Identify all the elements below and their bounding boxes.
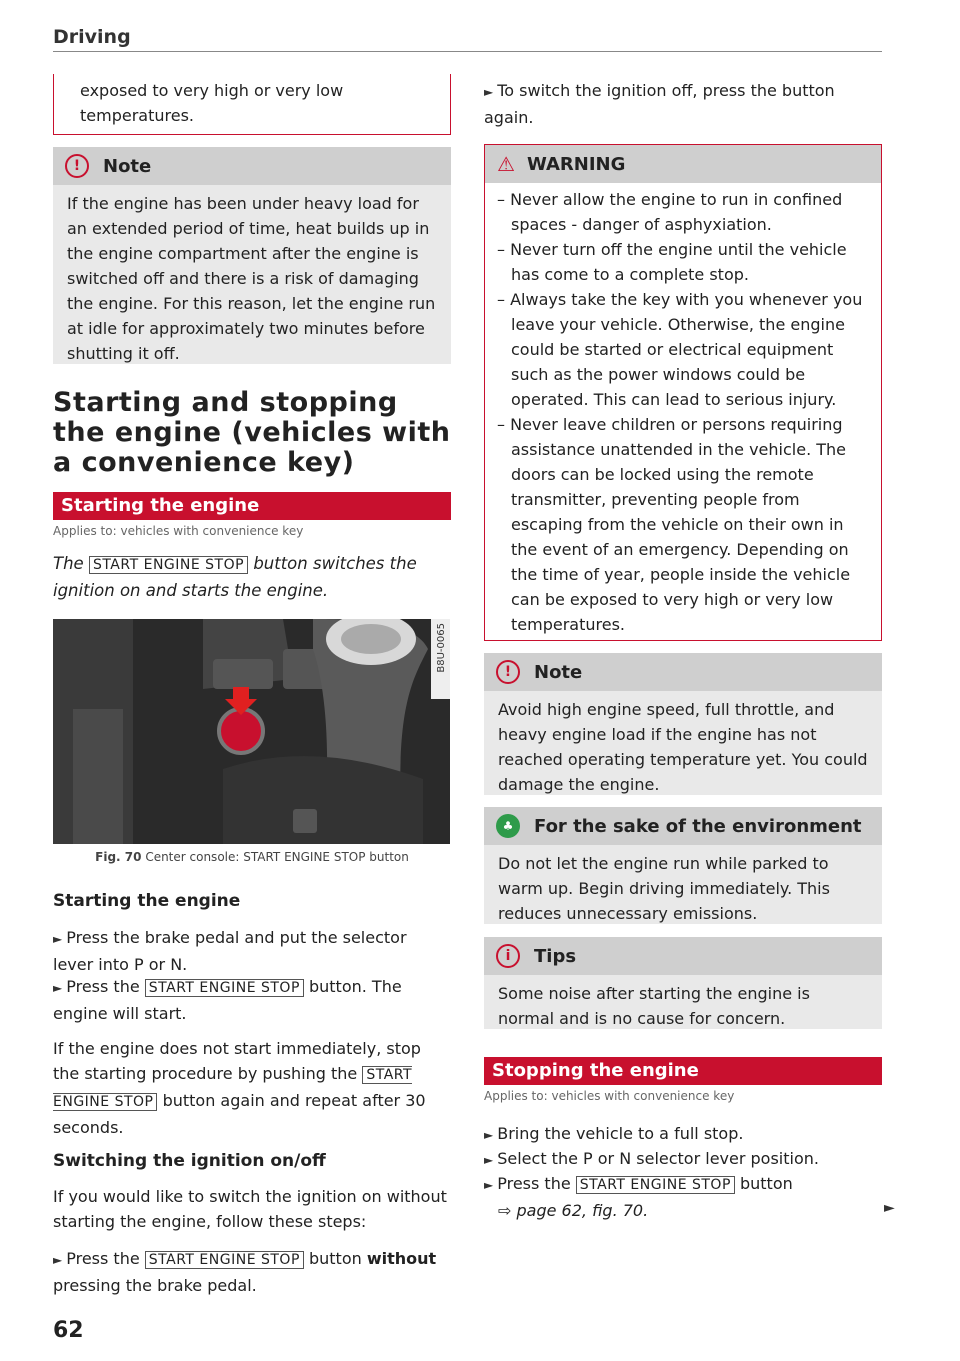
start-engine-stop-key: START ENGINE STOP	[576, 1176, 735, 1194]
section-intro	[53, 551, 451, 603]
subheading-ignition: Switching the ignition on/off	[53, 1151, 326, 1171]
environment-text: Do not let the engine run while parked to warm up. Begin driving immediately. This reduces unnecessary emissions.	[498, 854, 830, 923]
applies-to-stopping: Applies to: vehicles with convenience key	[484, 1089, 735, 1103]
intro-pre: The	[53, 554, 84, 573]
running-header: Driving	[53, 26, 131, 48]
continued-warning-box	[53, 74, 451, 135]
warning-box	[484, 144, 882, 641]
bullet-arrow-icon: ►	[484, 1128, 494, 1142]
figure-id-code: B8U-0065	[436, 623, 447, 673]
stop-step-3-post: button	[739, 1174, 793, 1193]
start-engine-stop-key: START ENGINE STOP	[145, 1251, 304, 1269]
start-engine-stop-key: START ENGINE STOP	[53, 1067, 413, 1110]
step-brake-text: Press the brake pedal and put the selector lever into P or N.	[53, 928, 407, 974]
header-rule	[53, 51, 882, 52]
warning-title: WARNING	[526, 153, 626, 175]
warning-item-text: Never allow the engine to run in confined spaces - danger of asphyxiation.	[510, 190, 843, 234]
exclamation-icon: !	[65, 154, 89, 178]
main-heading: Starting and stopping the engine (vehicles with a convenience key)	[53, 387, 451, 478]
retry-post: button again and repeat after 30 seconds.	[53, 1091, 426, 1137]
step-brake	[53, 925, 451, 977]
note2-text: Avoid high engine speed, full throttle, and heavy engine load if the engine has not reached operating temperature yet. You could damage the engine.	[498, 700, 868, 794]
section-bar-starting: Starting the engine	[53, 492, 451, 520]
warning-item-text: Always take the key with you whenever you leave your vehicle. Otherwise, the engine could be started or electrical equipment such as the power windows could be operated. This can lead to serious injury.	[510, 290, 863, 409]
bullet-arrow-icon: ►	[53, 981, 63, 995]
note-text: If the engine has been under heavy load for an extended period of time, heat builds up in the engine compartment after the engine is switched off and there is a risk of damaging the engine. For this reason, let the engine run at idle for approximately two minutes before shutting it off.	[67, 194, 436, 363]
note2-title: Note	[534, 661, 583, 683]
step-ignition-off	[484, 78, 854, 130]
warning-item-text: Never turn off the engine until the vehicle has come to a complete stop.	[510, 240, 847, 284]
note-box-2	[484, 653, 882, 795]
note-box	[53, 147, 451, 364]
warning-item: – Never turn off the engine until the vehicle has come to a complete stop.	[497, 240, 847, 284]
info-icon: i	[496, 944, 520, 968]
ign-post: pressing the brake pedal.	[53, 1276, 257, 1295]
retry-paragraph	[53, 1036, 451, 1140]
center-console-photo	[53, 619, 450, 844]
step-press-button	[53, 974, 451, 1026]
exclamation-icon: !	[496, 660, 520, 684]
ign-pre: Press the	[66, 1249, 140, 1268]
figure-label: Fig. 70	[95, 850, 142, 864]
warning-item: – Never leave children or persons requiring assistance unattended in the vehicle. The doors can be locked using the remote transmitter, preventing people from escaping from the vehicle on their own in the event of an emergency. Depending on the time of year, people inside the vehicle can be exposed to very high or very low temperatures.	[497, 415, 851, 634]
tips-text: Some noise after starting the engine is normal and is no cause for concern.	[498, 984, 810, 1028]
warning-item-text: Never leave children or persons requiring assistance unattended in the vehicle. The doors can be locked using the remote transmitter, preventing people from escaping from the vehicle on their own in the event of an emergency. Depending on the time of year, people inside the vehicle can be exposed to very high or very low temperatures.	[510, 415, 851, 634]
continued-warning-text: exposed to very high or very low temperatures.	[80, 81, 344, 125]
stop-step-1	[484, 1121, 882, 1148]
section-bar-stopping: Stopping the engine	[484, 1057, 882, 1085]
bullet-arrow-icon: ►	[484, 1178, 494, 1192]
warning-item: – Always take the key with you whenever you leave your vehicle. Otherwise, the engine could be started or electrical equipment such as the power windows could be operated. This can lead to serious injury.	[497, 290, 863, 409]
step-ignition-on: ► Press the START ENGINE STOP button without pressing the brake pedal.	[53, 1249, 437, 1295]
bullet-arrow-icon: ►	[484, 1153, 494, 1167]
stop-step-1-text: Bring the vehicle to a full stop.	[497, 1124, 744, 1143]
start-engine-stop-key: START ENGINE STOP	[89, 556, 248, 574]
environment-box	[484, 807, 882, 924]
stop-step-3	[484, 1171, 882, 1223]
continue-arrow-icon: ►	[884, 1200, 895, 1216]
figure-center-console	[53, 619, 450, 844]
ign-off-text: To switch the ignition off, press the button again.	[484, 81, 835, 127]
bullet-arrow-icon: ►	[484, 85, 494, 99]
subheading-starting: Starting the engine	[53, 891, 241, 911]
step-press-pre: Press the	[66, 977, 140, 996]
warning-list	[485, 183, 881, 645]
page-number: 62	[53, 1318, 84, 1343]
page-reference-link[interactable]: ⇨ page 62, fig. 70.	[498, 1201, 649, 1220]
environment-title: For the sake of the environment	[534, 815, 862, 837]
figure-caption-text: Center console: START ENGINE STOP button	[145, 850, 409, 864]
leaf-icon: ♣	[496, 814, 520, 838]
applies-to-starting: Applies to: vehicles with convenience key	[53, 524, 304, 538]
intro-post: button switches the ignition on and starts the engine.	[53, 554, 417, 600]
figure-caption	[53, 850, 451, 864]
warning-item: – Never allow the engine to run in confined spaces - danger of asphyxiation.	[497, 190, 843, 234]
tips-box	[484, 937, 882, 1029]
bullet-arrow-icon: ►	[53, 932, 63, 946]
note-title: Note	[103, 155, 152, 177]
environment-header	[484, 807, 882, 845]
stop-step-3-pre: Press the	[497, 1174, 571, 1193]
step-press-post: button. The engine will start.	[53, 977, 402, 1023]
stop-step-2	[484, 1146, 882, 1173]
start-engine-stop-key: START ENGINE STOP	[145, 979, 304, 997]
warning-triangle-icon: ⚠	[497, 152, 515, 176]
retry-pre: If the engine does not start immediately, stop the starting procedure by pushing the	[53, 1039, 421, 1083]
ignition-paragraph: If you would like to switch the ignition on without starting the engine, follow these steps:	[53, 1187, 447, 1231]
tips-title: Tips	[534, 945, 577, 967]
stop-step-2-text: Select the P or N selector lever position.	[497, 1149, 819, 1168]
note-header	[53, 147, 451, 185]
ign-bold: without	[366, 1249, 437, 1268]
tips-header	[484, 937, 882, 975]
bullet-arrow-icon: ►	[53, 1253, 63, 1267]
note2-header	[484, 653, 882, 691]
warning-header	[485, 145, 881, 183]
